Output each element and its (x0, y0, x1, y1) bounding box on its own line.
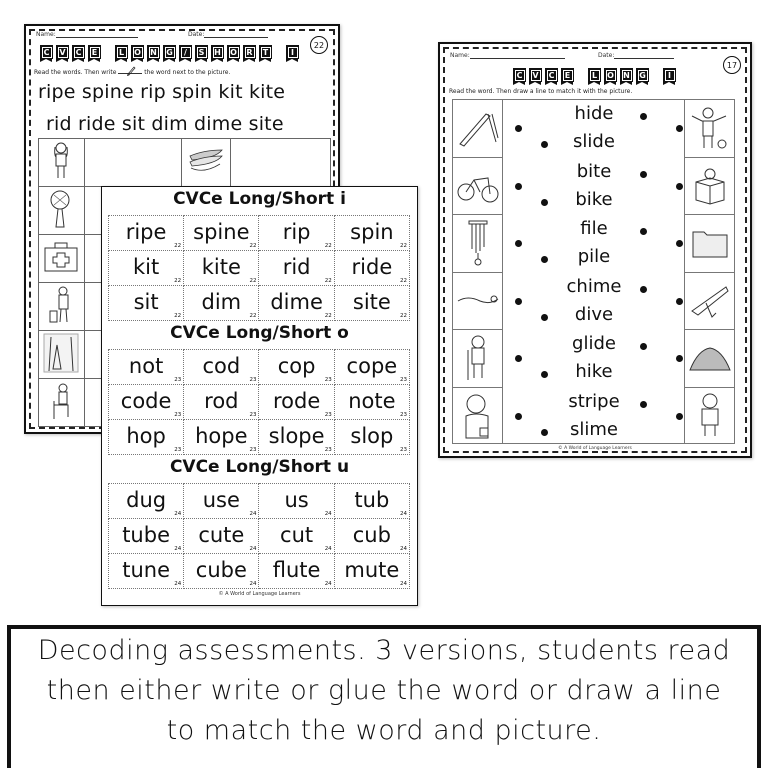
word-card[interactable] (184, 350, 259, 385)
banner-flag: / (179, 45, 192, 59)
word-card-word: cod (202, 353, 241, 378)
title-banner (40, 45, 299, 59)
section-title: CVCe Long/Short u (169, 457, 350, 477)
left-picture-dot[interactable] (515, 183, 522, 190)
word-card-word: us (284, 487, 309, 512)
banner-flag: I (286, 45, 299, 59)
word-card-page-number: 24 (400, 511, 407, 517)
word-card-grid (108, 215, 410, 321)
right-picture-dot[interactable] (676, 183, 683, 190)
picture-cell (685, 388, 734, 446)
word-card[interactable] (109, 519, 184, 554)
picture-cell (685, 215, 734, 273)
right-picture-dot[interactable] (676, 413, 683, 420)
word-card-grid (108, 483, 410, 589)
picture-cell (685, 100, 734, 158)
first-aid-kit-icon (43, 241, 79, 273)
worksheet-match-the-word (438, 42, 752, 458)
word-card[interactable] (184, 385, 259, 420)
word-dot[interactable] (640, 113, 647, 120)
word-card-page-number: 22 (400, 278, 407, 284)
word-card[interactable] (259, 484, 334, 519)
word-card[interactable] (184, 519, 259, 554)
picture-cell (39, 379, 85, 427)
match-word: hike (575, 361, 613, 382)
word-card-page-number: 23 (174, 377, 182, 383)
banner-flag: O (227, 45, 240, 59)
caption-line: Decoding assessments. 3 versions, students read (37, 635, 731, 666)
word-card-page-number: 23 (174, 447, 182, 453)
word-card[interactable] (334, 350, 409, 385)
word-card[interactable] (334, 420, 409, 455)
word-card-word: cub (352, 522, 391, 547)
word-card-page-number: 23 (249, 377, 257, 383)
pencil-icon (118, 73, 142, 74)
glider-icon (688, 281, 732, 321)
caption-line: to match the word and picture. (166, 715, 602, 746)
bananas-icon (186, 146, 226, 176)
match-word: stripe (568, 390, 620, 412)
word-card-page-number: 24 (324, 581, 332, 587)
date-field (188, 31, 268, 38)
word-card[interactable] (259, 216, 334, 251)
match-word: pile (577, 246, 611, 267)
instructions (34, 69, 230, 76)
word-card-page-number: 22 (324, 313, 332, 319)
word-card[interactable] (334, 216, 409, 251)
word-card-page-number: 23 (249, 447, 257, 453)
banner-flag: V (529, 68, 542, 82)
word-dot[interactable] (541, 371, 548, 378)
match-word: file (580, 218, 608, 239)
word-cards-sheet (101, 186, 418, 606)
match-word: bike (575, 188, 613, 210)
word-card-word: note (348, 388, 396, 413)
word-card-word: cop (277, 353, 316, 378)
word-card-page-number: 24 (400, 546, 407, 552)
title-banner (513, 68, 676, 82)
copyright: © A World of Language Learners (218, 591, 301, 597)
word-card-word: site (352, 289, 391, 314)
word-card-word: sit (133, 289, 159, 314)
word-card-word: use (202, 487, 240, 512)
word-card-page-number: 22 (324, 278, 332, 284)
word-card-page-number: 24 (174, 581, 182, 587)
word-card-page-number: 23 (400, 447, 407, 453)
word-card[interactable] (184, 251, 259, 286)
match-word: dive (574, 303, 614, 325)
bicycle-icon (456, 168, 500, 204)
word-card-word: rod (204, 388, 239, 413)
caption-line: then either write or glue the word or draw a line (46, 675, 722, 706)
word-bank-row: rid ride sit dim dime site (46, 113, 284, 135)
copyright: © A World of Language Learners (558, 446, 632, 451)
word-card[interactable] (184, 484, 259, 519)
word-card[interactable] (259, 420, 334, 455)
word-card-word: spine (193, 219, 250, 244)
word-card-word: slope (268, 423, 325, 448)
ball-on-turtle-icon (46, 189, 76, 229)
word-card-word: ripe (125, 219, 167, 244)
picture-cell (39, 235, 85, 283)
word-card-page-number: 23 (249, 412, 257, 418)
word-card-word: cut (280, 522, 314, 547)
name-field (450, 52, 565, 59)
banner-flag: N (620, 68, 633, 82)
write-cell[interactable] (231, 139, 331, 187)
left-picture-dot[interactable] (515, 125, 522, 132)
word-card-page-number: 24 (400, 581, 407, 587)
banner-flag: S (195, 45, 208, 59)
word-card-word: mute (344, 557, 400, 582)
banner-flag: N (147, 45, 160, 59)
word-card-word: rip (282, 219, 311, 244)
picture-cell (453, 100, 502, 158)
word-card[interactable] (184, 554, 259, 589)
hiker-icon (464, 334, 492, 382)
boy-striped-icon (695, 392, 725, 440)
left-picture-column (453, 100, 503, 443)
word-card-page-number: 24 (249, 511, 257, 517)
word-card[interactable] (109, 420, 184, 455)
person-recycling-icon (47, 285, 75, 325)
word-card[interactable] (334, 519, 409, 554)
date-label: Date: (598, 52, 615, 59)
word-card[interactable] (259, 554, 334, 589)
word-dot[interactable] (640, 228, 647, 235)
match-word: chime (566, 275, 622, 297)
matching-grid (452, 99, 735, 444)
wind-chime-icon (466, 219, 490, 267)
word-card-page-number: 23 (400, 412, 407, 418)
boy-with-slime-icon (462, 392, 494, 440)
word-card-word: cube (195, 557, 247, 582)
banner-flag: O (604, 68, 617, 82)
picture-cell (685, 330, 734, 388)
word-card-page-number: 22 (174, 243, 182, 249)
word-card[interactable] (259, 385, 334, 420)
word-card-page-number: 23 (400, 377, 407, 383)
write-cell[interactable] (84, 139, 182, 187)
word-card[interactable] (334, 484, 409, 519)
picture-cell (685, 158, 734, 216)
picture-cell (39, 139, 85, 187)
word-card[interactable] (109, 286, 184, 321)
word-bank-row: ripe spine rip spin kit kite (38, 81, 286, 103)
word-card[interactable] (334, 286, 409, 321)
word-card[interactable] (109, 216, 184, 251)
word-card[interactable] (109, 350, 184, 385)
name-label: Name: (450, 52, 470, 59)
file-folder-icon (690, 226, 730, 260)
picture-cell (453, 388, 502, 446)
name-label: Name: (36, 31, 56, 38)
word-card-page-number: 22 (400, 243, 407, 249)
banner-flag: E (561, 68, 574, 82)
girl-icon (50, 141, 72, 181)
word-card-page-number: 24 (324, 546, 332, 552)
picture-cell (39, 331, 85, 379)
left-picture-dot[interactable] (515, 240, 522, 247)
word-card-page-number: 23 (324, 377, 332, 383)
word-card-word: dime (270, 289, 323, 314)
word-card-page-number: 22 (249, 243, 257, 249)
word-card-word: slop (350, 423, 394, 448)
word-card[interactable] (259, 286, 334, 321)
word-card-word: ride (351, 254, 393, 279)
word-card-word: cute (198, 522, 245, 547)
word-card-word: tub (354, 487, 390, 512)
caption-box (7, 625, 761, 768)
word-card-word: rode (272, 388, 321, 413)
word-card-word: dug (126, 487, 167, 512)
match-word: glide (572, 333, 616, 354)
word-card-word: kit (132, 254, 160, 279)
banner-flag: G (636, 68, 649, 82)
word-card[interactable] (109, 251, 184, 286)
name-line (56, 37, 138, 38)
word-card-page-number: 23 (324, 412, 332, 418)
picture-cell (453, 273, 502, 331)
word-card-page-number: 24 (174, 511, 182, 517)
word-card-page-number: 22 (174, 278, 182, 284)
right-picture-dot[interactable] (676, 125, 683, 132)
word-card-page-number: 24 (249, 546, 257, 552)
banner-flag: I (663, 68, 676, 82)
picture-cell (182, 139, 231, 187)
date-field (598, 52, 674, 59)
box-icon (690, 166, 730, 206)
date-line (204, 37, 268, 38)
banner-flag: L (115, 45, 128, 59)
word-card-word: flute (272, 557, 321, 582)
word-dot[interactable] (541, 199, 548, 206)
word-dot[interactable] (640, 401, 647, 408)
left-picture-dot[interactable] (515, 298, 522, 305)
page-number-badge (310, 36, 328, 54)
banner-flag: L (588, 68, 601, 82)
word-card-word: code (120, 388, 172, 413)
picture-cell (453, 158, 502, 216)
word-dot[interactable] (640, 343, 647, 350)
word-dot[interactable] (640, 171, 647, 178)
word-card[interactable] (259, 251, 334, 286)
word-card-word: hop (126, 423, 166, 448)
right-picture-dot[interactable] (676, 298, 683, 305)
banner-flag: T (259, 45, 272, 59)
banner-flag: C (513, 68, 526, 82)
word-card-word: hope (195, 423, 248, 448)
word-card-grid (108, 349, 410, 455)
word-card-page-number: 23 (324, 447, 332, 453)
instructions-text: the word next to the picture. (144, 69, 231, 76)
word-card-word: cope (346, 353, 398, 378)
date-label: Date: (188, 31, 205, 38)
picture-cell (453, 215, 502, 273)
word-card[interactable] (334, 385, 409, 420)
word-dot[interactable] (541, 314, 548, 321)
word-card[interactable] (259, 350, 334, 385)
word-dot[interactable] (640, 286, 647, 293)
word-card-page-number: 23 (174, 412, 182, 418)
word-card-word: dim (201, 289, 242, 314)
banner-flag: R (243, 45, 256, 59)
diver-icon (456, 291, 500, 311)
match-word: slide (573, 131, 615, 152)
word-card[interactable] (334, 554, 409, 589)
word-card-word: rid (282, 254, 311, 279)
word-card-word: tube (122, 522, 170, 547)
match-word: hide (574, 103, 614, 124)
page-number: 17 (726, 60, 738, 70)
word-card-word: not (128, 353, 164, 378)
word-card-page-number: 22 (324, 243, 332, 249)
banner-flag: H (211, 45, 224, 59)
slide-icon (43, 333, 79, 373)
right-picture-dot[interactable] (676, 240, 683, 247)
date-line (614, 58, 674, 59)
word-card[interactable] (109, 484, 184, 519)
word-card-word: kite (201, 254, 241, 279)
right-picture-column (684, 100, 734, 443)
boy-hiding-icon (690, 104, 730, 152)
page-number-badge (723, 56, 741, 74)
banner-flag: C (545, 68, 558, 82)
word-card-page-number: 22 (249, 278, 257, 284)
match-word: slime (570, 418, 618, 440)
girl-sitting-icon (46, 381, 76, 421)
instructions: Read the word. Then draw a line to match it with the picture. (449, 88, 633, 95)
pile-icon (688, 344, 732, 372)
word-card-word: spin (350, 219, 394, 244)
word-card-page-number: 22 (174, 313, 182, 319)
word-card-page-number: 22 (249, 313, 257, 319)
banner-flag: G (163, 45, 176, 59)
banner-flag: O (131, 45, 144, 59)
word-card[interactable] (109, 385, 184, 420)
banner-flag: C (40, 45, 53, 59)
match-word: bite (576, 160, 612, 182)
word-card[interactable] (184, 216, 259, 251)
banner-flag: E (88, 45, 101, 59)
picture-cell (453, 330, 502, 388)
right-picture-dot[interactable] (676, 355, 683, 362)
picture-cell (39, 187, 85, 235)
word-card-page-number: 22 (400, 313, 407, 319)
word-dot[interactable] (541, 256, 548, 263)
banner-flag: C (72, 45, 85, 59)
name-field (36, 31, 138, 38)
banner-flag: V (56, 45, 69, 59)
left-picture-dot[interactable] (515, 413, 522, 420)
word-card-page-number: 24 (174, 546, 182, 552)
page-number: 22 (313, 40, 325, 50)
slide-icon (456, 108, 500, 148)
word-card[interactable] (334, 251, 409, 286)
word-card[interactable] (184, 286, 259, 321)
picture-cell (685, 273, 734, 331)
picture-cell (39, 283, 85, 331)
word-dot[interactable] (541, 429, 548, 436)
word-card[interactable] (184, 420, 259, 455)
left-picture-dot[interactable] (515, 355, 522, 362)
word-dot[interactable] (541, 141, 548, 148)
name-line (470, 58, 565, 59)
word-card-page-number: 24 (324, 511, 332, 517)
instructions-text: Read the words. Then write (34, 69, 117, 76)
section-title: CVCe Long/Short i (173, 189, 346, 209)
word-card[interactable] (259, 519, 334, 554)
section-title: CVCe Long/Short o (170, 323, 349, 343)
word-card-page-number: 24 (249, 581, 257, 587)
word-card-word: tune (122, 557, 170, 582)
word-card[interactable] (109, 554, 184, 589)
